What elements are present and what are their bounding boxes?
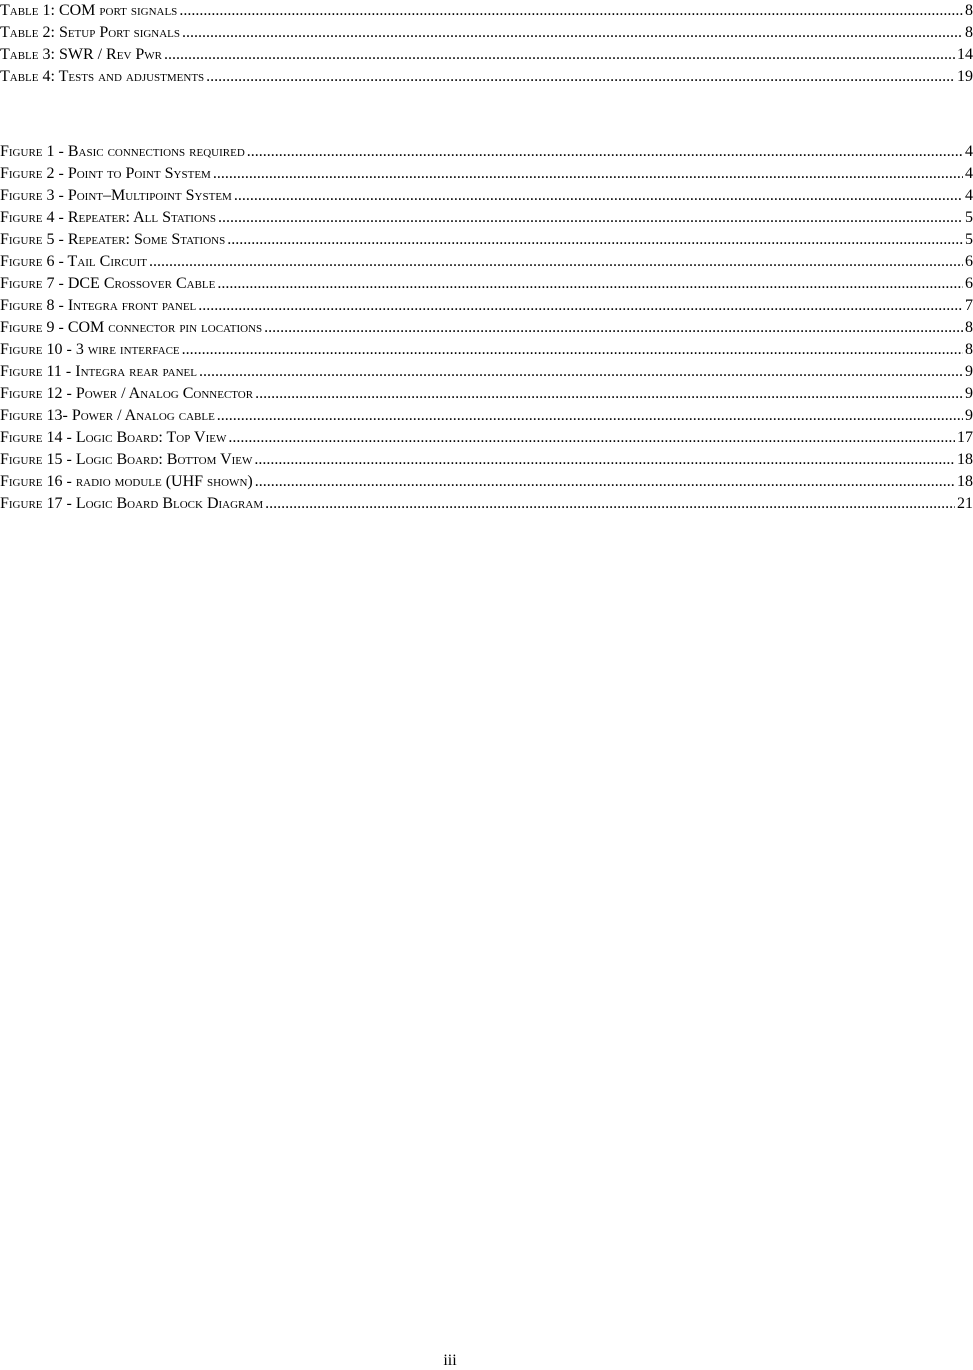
toc-entry[interactable] — [0, 339, 973, 361]
entry-title: Figure 14 - Logic Board: Top View — [0, 429, 227, 446]
toc-entry[interactable] — [0, 229, 973, 251]
dot-leader — [247, 141, 963, 163]
entry-page: 5 — [965, 209, 973, 226]
entry-page: 8 — [965, 319, 973, 336]
entry-title: Figure 15 - Logic Board: Bottom View — [0, 451, 253, 468]
entry-title: Figure 13- Power / Analog cable — [0, 407, 215, 424]
entry-title: Figure 10 - 3 wire interface — [0, 341, 180, 358]
entry-title: Figure 8 - Integra front panel — [0, 297, 197, 314]
table-of-figures — [0, 141, 973, 515]
dot-leader — [255, 471, 955, 493]
entry-page: 18 — [957, 451, 973, 468]
entry-title: Table 1: COM port signals — [0, 2, 178, 19]
table-of-tables — [0, 0, 973, 88]
entry-page: 8 — [965, 341, 973, 358]
toc-entry[interactable] — [0, 405, 973, 427]
dot-leader — [213, 163, 963, 185]
entry-title: Table 4: Tests and adjustments — [0, 68, 205, 85]
toc-entry[interactable] — [0, 449, 973, 471]
toc-entry[interactable] — [0, 383, 973, 405]
entry-page: 8 — [965, 24, 973, 41]
entry-title: Figure 7 - DCE Crossover Cable — [0, 275, 216, 292]
entry-title: Figure 9 - COM connector pin locations — [0, 319, 263, 336]
entry-page: 4 — [965, 187, 973, 204]
toc-entry[interactable] — [0, 317, 973, 339]
dot-leader — [198, 295, 963, 317]
entry-title: Figure 2 - Point to Point System — [0, 165, 211, 182]
entry-page: 9 — [965, 407, 973, 424]
entry-page: 17 — [957, 429, 973, 446]
dot-leader — [228, 427, 955, 449]
toc-entry[interactable] — [0, 207, 973, 229]
dot-leader — [265, 493, 955, 515]
entry-page: 14 — [957, 46, 973, 63]
toc-entry[interactable] — [0, 427, 973, 449]
entry-title: Table 3: SWR / Rev Pwr — [0, 46, 163, 63]
entry-page: 9 — [965, 363, 973, 380]
entry-page: 6 — [965, 253, 973, 270]
dot-leader — [254, 449, 955, 471]
entry-page: 4 — [965, 165, 973, 182]
dot-leader — [149, 251, 963, 273]
entry-page: 9 — [965, 385, 973, 402]
entry-title: Figure 11 - Integra rear panel — [0, 363, 197, 380]
entry-title: Figure 6 - Tail Circuit — [0, 253, 147, 270]
entry-title: Figure 12 - Power / Analog Connector — [0, 385, 254, 402]
dot-leader — [199, 361, 963, 383]
toc-entry[interactable] — [0, 0, 973, 22]
entry-title: Figure 16 - radio module (UHF shown) — [0, 473, 253, 490]
page-number: iii — [443, 1352, 457, 1369]
entry-title: Figure 17 - Logic Board Block Diagram — [0, 495, 264, 512]
toc-entry[interactable] — [0, 44, 973, 66]
entry-page: 6 — [965, 275, 973, 292]
dot-leader — [179, 0, 963, 22]
toc-entry[interactable] — [0, 185, 973, 207]
entry-title: Figure 1 - Basic connections required — [0, 143, 245, 160]
toc-entry[interactable] — [0, 163, 973, 185]
toc-entry[interactable] — [0, 66, 973, 88]
toc-entry[interactable] — [0, 251, 973, 273]
dot-leader — [164, 44, 955, 66]
dot-leader — [182, 22, 963, 44]
entry-title: Figure 3 - Point–Multipoint System — [0, 187, 232, 204]
toc-entry[interactable] — [0, 22, 973, 44]
dot-leader — [217, 273, 963, 295]
entry-title: Figure 4 - Repeater: All Stations — [0, 209, 216, 226]
entry-page: 18 — [957, 473, 973, 490]
toc-entry[interactable] — [0, 471, 973, 493]
toc-entry[interactable] — [0, 273, 973, 295]
dot-leader — [234, 185, 963, 207]
entry-page: 8 — [965, 2, 973, 19]
entry-page: 5 — [965, 231, 973, 248]
entry-page: 4 — [965, 143, 973, 160]
toc-entry[interactable] — [0, 361, 973, 383]
dot-leader — [182, 339, 963, 361]
entry-page: 21 — [957, 495, 973, 512]
entry-page: 7 — [965, 297, 973, 314]
dot-leader — [255, 383, 963, 405]
toc-entry[interactable] — [0, 141, 973, 163]
entry-title: Table 2: Setup Port signals — [0, 24, 181, 41]
dot-leader — [264, 317, 963, 339]
entry-page: 19 — [957, 68, 973, 85]
dot-leader — [206, 66, 955, 88]
toc-entry[interactable] — [0, 493, 973, 515]
dot-leader — [227, 229, 963, 251]
dot-leader — [217, 405, 963, 427]
toc-entry[interactable] — [0, 295, 973, 317]
dot-leader — [218, 207, 963, 229]
entry-title: Figure 5 - Repeater: Some Stations — [0, 231, 226, 248]
